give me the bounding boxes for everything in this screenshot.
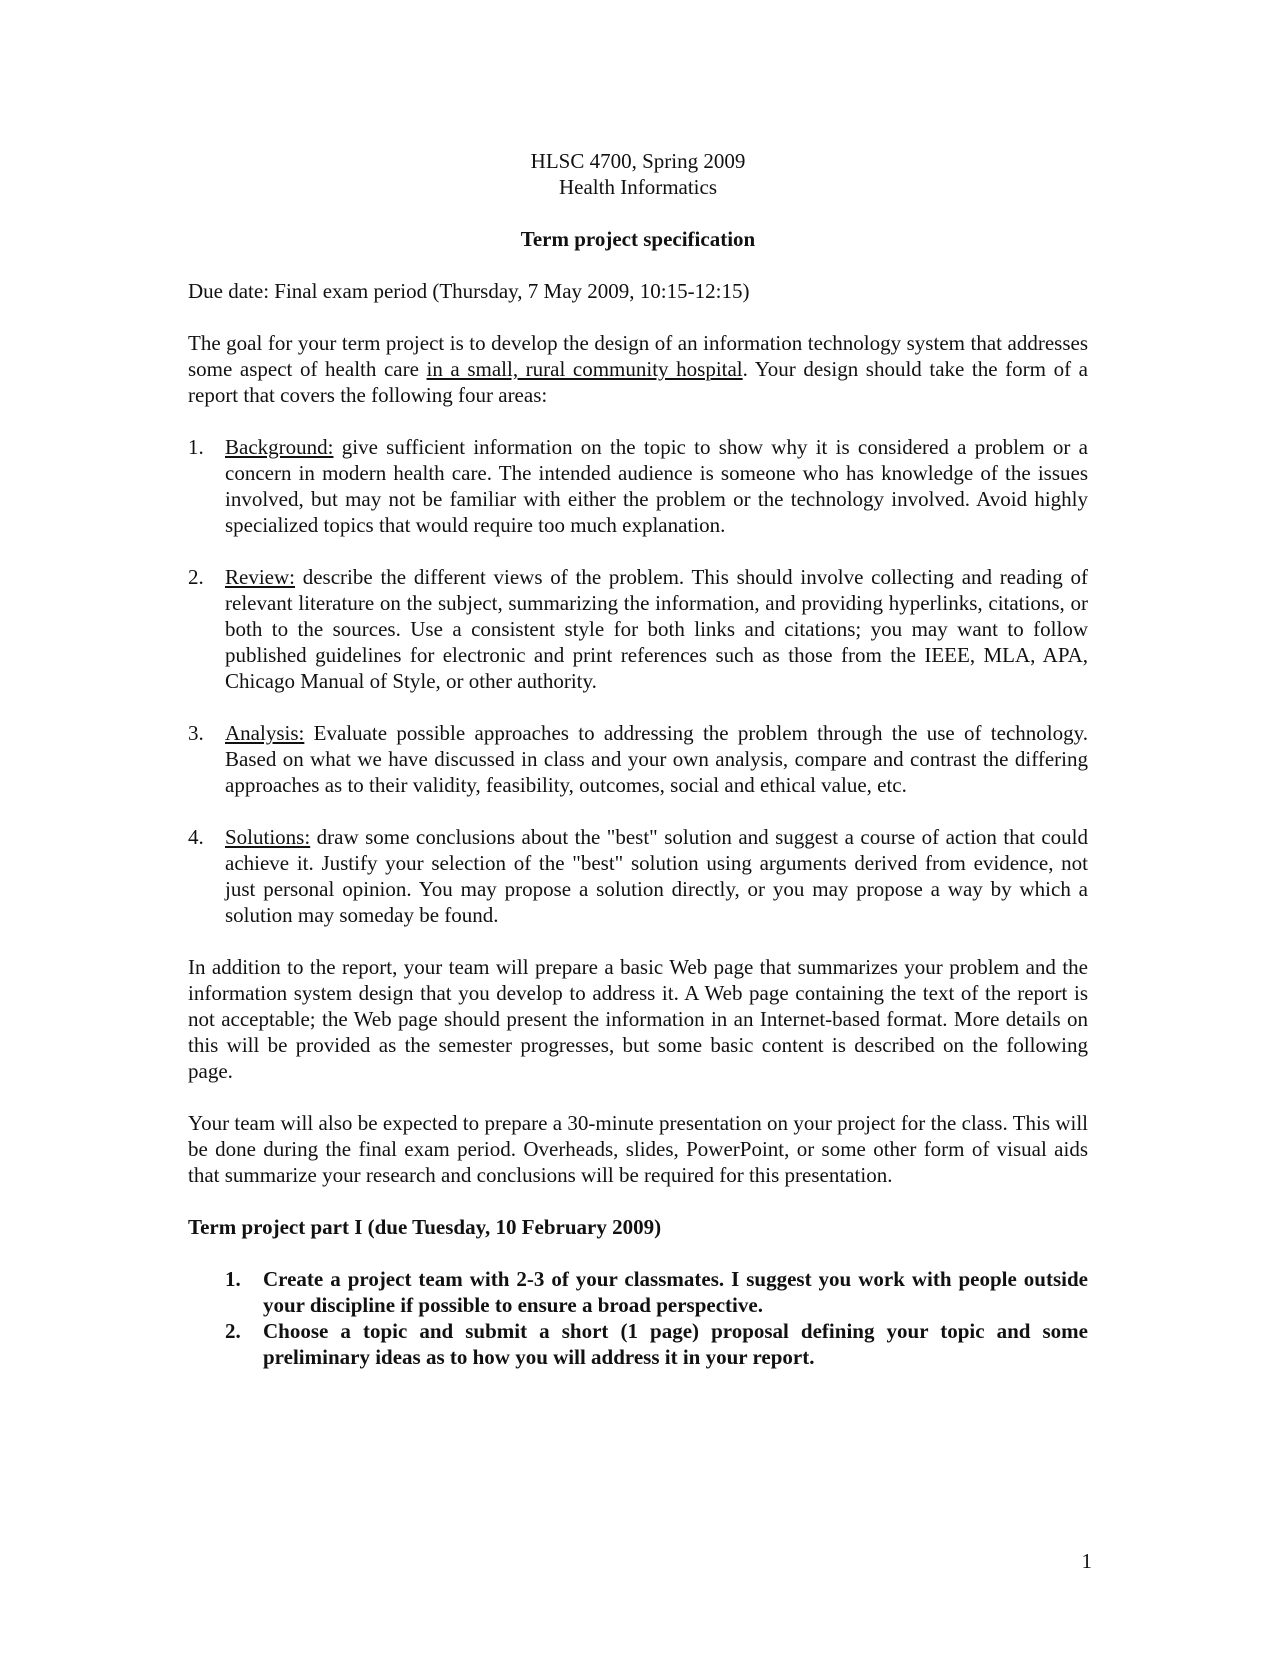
intro-text-start: The goal for your term project is to develop the design of an information technology system that addresses some aspect of health care <box>188 331 1088 381</box>
intro-paragraph <box>188 330 1088 408</box>
intro-text-end: . Your design should take the form of a report that covers the following four areas: <box>188 357 1088 407</box>
project-areas-list <box>188 434 1088 928</box>
item-label: Review: <box>225 565 295 589</box>
list-item <box>188 1318 1088 1370</box>
item-text: describe the different views of the problem. This should involve collecting and reading of relevant literature on the subject, summarizing the information, and providing hyperlinks, citations, or both to the sources. Use a consistent style for both links and citations; you may want to follow published guidelines for electronic and print references such as those from the IEEE, MLA, APA, Chicago Manual of Style, or other authority. <box>225 565 1088 693</box>
list-item <box>188 564 1088 694</box>
item-label: Analysis: <box>225 721 305 745</box>
web-page-paragraph: In addition to the report, your team will prepare a basic Web page that summarizes your problem and the information system design that you develop to address it. A Web page containing the text of the report is not acceptable; the Web page should present the information in an Internet-based format. More details on this will be provided as the semester progresses, but some basic content is described on the following page. <box>188 955 1088 1083</box>
document-header <box>188 148 1088 252</box>
due-date: Due date: Final exam period (Thursday, 7 May 2009, 10:15-12:15) <box>188 279 750 303</box>
document-page <box>188 148 1088 1370</box>
course-line: HLSC 4700, Spring 2009 <box>530 149 746 173</box>
task-text: Choose a topic and submit a short (1 page) proposal defining your topic and some preliminary ideas as to how you will address it in your report. <box>263 1319 1088 1369</box>
item-number: 3. <box>188 721 204 745</box>
item-number: 2. <box>188 565 204 589</box>
intro-underlined-text: in a small, rural community hospital <box>426 357 743 381</box>
task-text: Create a project team with 2-3 of your classmates. I suggest you work with people outside your discipline if possible to ensure a broad perspective. <box>263 1267 1088 1317</box>
list-item <box>188 824 1088 928</box>
task-number: 2. <box>225 1319 241 1343</box>
page-number: 1 <box>1081 1549 1092 1573</box>
part-one-heading: Term project part I (due Tuesday, 10 February 2009) <box>188 1215 662 1239</box>
list-item <box>188 720 1088 798</box>
list-item <box>188 1266 1088 1318</box>
item-text: draw some conclusions about the "best" solution and suggest a course of action that could achieve it. Justify your selection of the "best" solution using arguments derived from evidence, not just personal opinion. You may propose a solution directly, or you may propose a way by which a solution may someday be found. <box>225 825 1088 927</box>
item-label: Solutions: <box>225 825 311 849</box>
item-text: give sufficient information on the topic to show why it is considered a problem or a concern in modern health care. The intended audience is someone who has knowledge of the issues involved, but may not be familiar with either the problem or the technology involved. Avoid highly specialized topics that would require too much explanation. <box>225 435 1088 537</box>
task-number: 1. <box>225 1267 241 1291</box>
list-item <box>188 434 1088 538</box>
subject-line: Health Informatics <box>558 175 718 199</box>
item-number: 1. <box>188 435 204 459</box>
document-title: Term project specification <box>520 227 756 251</box>
item-number: 4. <box>188 825 204 849</box>
item-label: Background: <box>225 435 334 459</box>
presentation-paragraph: Your team will also be expected to prepare a 30-minute presentation on your project for the class. This will be done during the final exam period. Overheads, slides, PowerPoint, or some other form of visual aids that summarize your research and conclusions will be required for this presentation. <box>188 1111 1088 1187</box>
item-text: Evaluate possible approaches to addressing the problem through the use of technology. Based on what we have discussed in class and your own analysis, compare and contrast the differing approaches as to their validity, feasibility, outcomes, social and ethical value, etc. <box>225 721 1088 797</box>
part-one-task-list <box>188 1266 1088 1370</box>
